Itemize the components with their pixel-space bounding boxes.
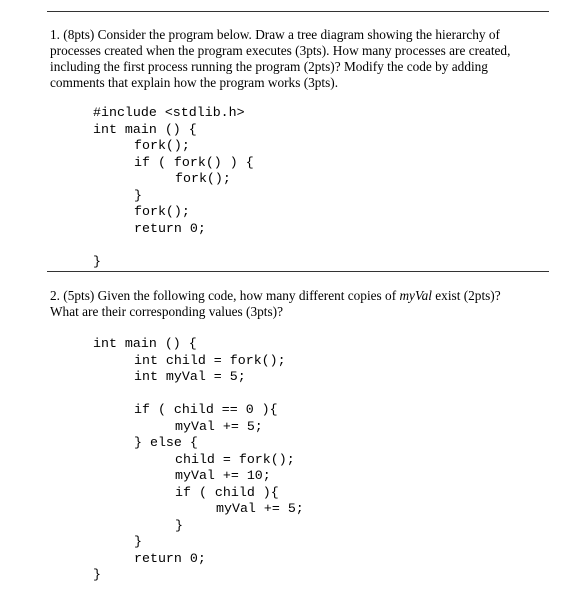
code-line: } bbox=[93, 253, 101, 269]
code-blank-line bbox=[93, 237, 254, 254]
variable-name: myVal bbox=[399, 288, 432, 303]
question-2-prefix: 2. (5pts) Given the following code, how many different copies of bbox=[50, 288, 400, 303]
question-1-code-block bbox=[93, 105, 254, 270]
question-1-line: 1. (8pts) Consider the program below. Draw a tree diagram showing the hierarchy of bbox=[50, 27, 500, 42]
code-line: } bbox=[175, 517, 183, 533]
code-line: } bbox=[134, 187, 142, 203]
code-line: } bbox=[134, 534, 142, 549]
question-1-text bbox=[50, 27, 550, 91]
section-divider bbox=[47, 271, 549, 272]
code-line: if ( fork() ) { bbox=[134, 154, 254, 170]
question-1-line: comments that explain how the program works (3pts). bbox=[50, 75, 339, 90]
code-line: if ( child == 0 ){ bbox=[134, 402, 278, 417]
code-line: fork(); bbox=[134, 138, 190, 153]
code-line: fork(); bbox=[134, 204, 190, 219]
code-line: return 0; bbox=[134, 220, 206, 236]
question-2-line: What are their corresponding values (3pts)? bbox=[50, 304, 283, 319]
code-blank-line bbox=[93, 386, 304, 403]
code-line: myVal += 5; bbox=[175, 418, 263, 434]
question-1-line: processes created when the program executes (3pts). How many processes are created, bbox=[50, 43, 511, 58]
code-line: if ( child ){ bbox=[175, 484, 279, 500]
question-1-line: including the first process running the program (2pts)? Modify the code by adding bbox=[50, 59, 488, 74]
code-line: int child = fork(); bbox=[134, 352, 286, 368]
code-line: myVal += 10; bbox=[175, 468, 271, 483]
code-line: fork(); bbox=[175, 171, 231, 186]
code-line: } else { bbox=[134, 435, 198, 450]
code-line: myVal += 5; bbox=[216, 501, 304, 516]
question-2-text bbox=[50, 288, 550, 320]
code-line: } bbox=[93, 567, 101, 582]
code-line: #include <stdlib.h> bbox=[93, 105, 245, 120]
code-line: return 0; bbox=[134, 550, 206, 566]
question-2-line bbox=[50, 288, 550, 304]
code-line: int main () { bbox=[93, 121, 197, 137]
question-2-code-block bbox=[93, 336, 304, 584]
question-2-suffix: exist (2pts)? bbox=[431, 288, 501, 303]
top-divider bbox=[47, 11, 549, 12]
code-line: child = fork(); bbox=[175, 451, 295, 467]
code-line: int myVal = 5; bbox=[134, 369, 246, 384]
code-line: int main () { bbox=[93, 336, 197, 351]
